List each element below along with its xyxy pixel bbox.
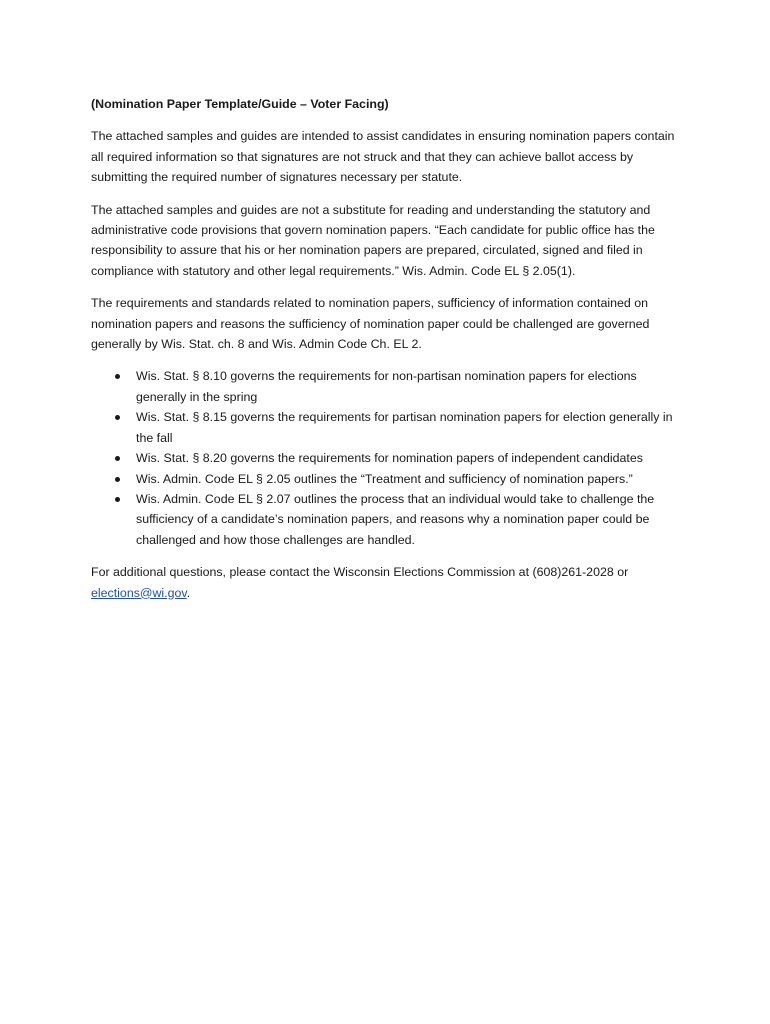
bullet-icon — [115, 415, 120, 420]
bullet-icon — [115, 497, 120, 502]
requirements-paragraph: The requirements and standards related to nomination papers, sufficiency of information contained on nomination papers and reasons the sufficiency of nomination paper could be challenged are governed generally by Wis. Stat. ch. 8 and Wis. Admin Code Ch. EL 2. — [91, 296, 650, 352]
bullet-icon — [115, 477, 120, 482]
email-link[interactable]: elections@wi.gov — [91, 585, 187, 600]
list-item — [91, 366, 690, 407]
substitute-paragraph: The attached samples and guides are not a substitute for reading and understanding the statutory and administrative code provisions that govern nomination papers. “Each candidate for public office has the responsibility to assure that his or her nomination papers are prepared, circulated, signed and filed in compliance with statutory and other legal requirements.” Wis. Admin. Code EL § 2.05(1). — [91, 202, 655, 278]
document-title: (Nomination Paper Template/Guide – Voter Facing) — [91, 97, 389, 111]
list-item-text: Wis. Stat. § 8.15 governs the requirements for partisan nomination papers for election generally in the fall — [136, 410, 673, 445]
list-item — [91, 407, 690, 448]
list-item-text: Wis. Admin. Code EL § 2.07 outlines the process that an individual would take to challenge the sufficiency of a candidate’s nomination papers, and reasons why a nomination paper could be challenged and how those challenges are handled. — [136, 491, 655, 547]
contact-trailing: . — [186, 585, 191, 600]
contact-paragraph — [91, 562, 690, 603]
bullet-icon — [115, 374, 120, 379]
list-item — [91, 469, 690, 489]
statute-list — [91, 366, 690, 550]
bullet-icon — [115, 456, 120, 461]
list-item — [91, 448, 690, 468]
list-item-text: Wis. Admin. Code EL § 2.05 outlines the “Treatment and sufficiency of nomination papers.” — [136, 471, 633, 486]
list-item-text: Wis. Stat. § 8.20 governs the requirements for nomination papers of independent candidates — [136, 451, 643, 466]
list-item-text: Wis. Stat. § 8.10 governs the requirements for non-partisan nomination papers for elections generally in the spring — [136, 369, 637, 404]
contact-text: For additional questions, please contact the Wisconsin Elections Commission at (608)261-2028 or — [91, 565, 629, 580]
list-item — [91, 489, 690, 550]
intro-paragraph: The attached samples and guides are intended to assist candidates in ensuring nomination papers contain all required information so that signatures are not struck and that they can achieve ballot access by submitting the required number of signatures necessary per statute. — [91, 129, 675, 185]
